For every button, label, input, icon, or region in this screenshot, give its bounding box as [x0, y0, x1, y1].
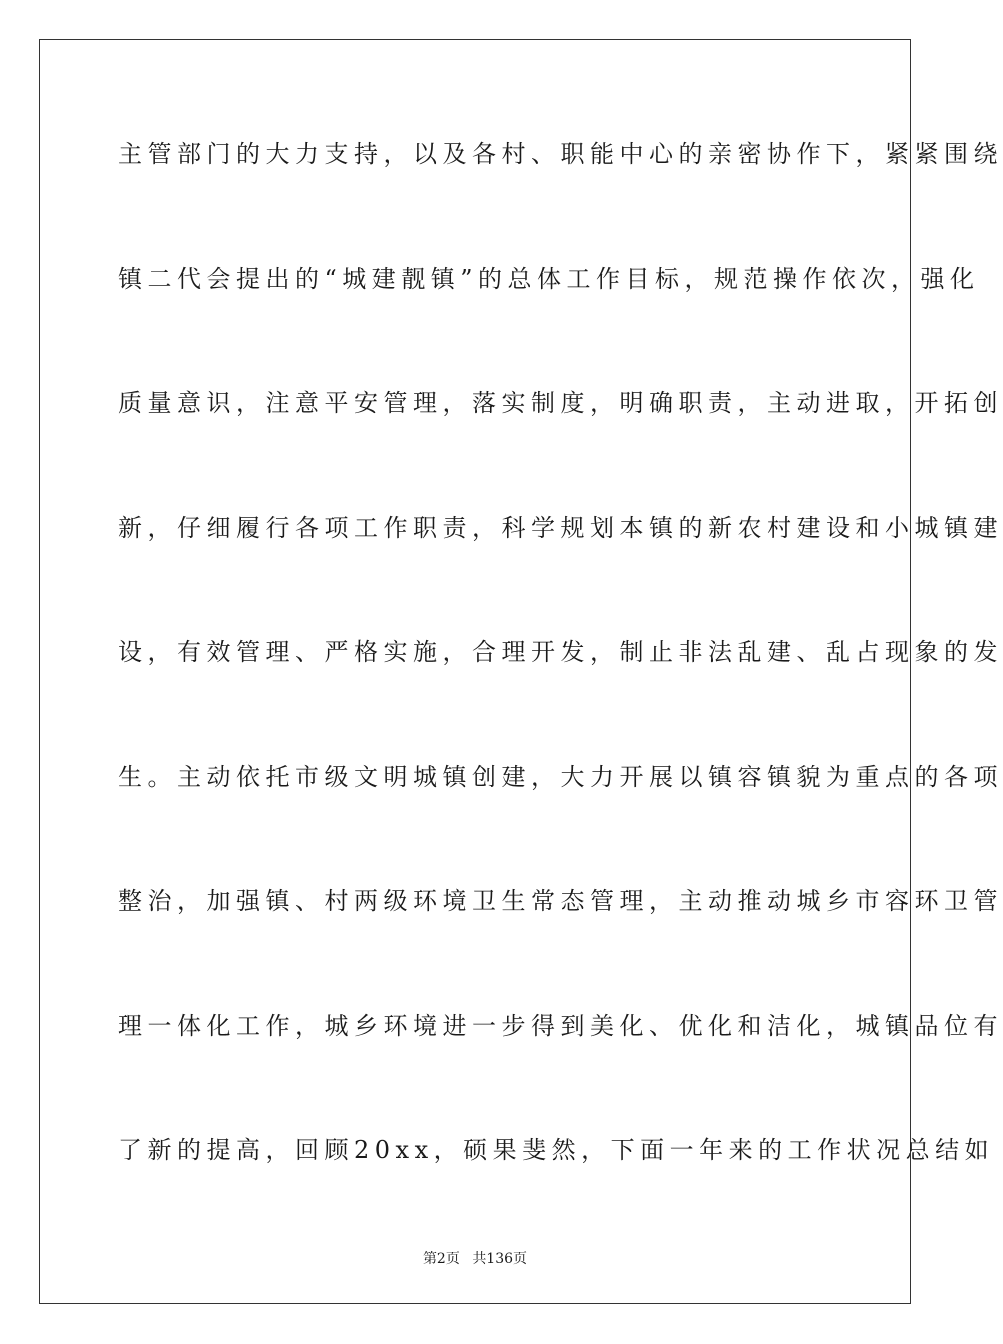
text-line: 理一体化工作，城乡环境进一步得到美化、优化和洁化，城镇品位有: [118, 1011, 1003, 1040]
text-line: 主管部门的大力支持，以及各村、职能中心的亲密协作下，紧紧围绕: [118, 140, 1003, 168]
text-line: 新，仔细履行各项工作职责，科学规划本镇的新农村建设和小城镇建: [118, 513, 1003, 542]
page-number: 第2页: [422, 1251, 460, 1267]
text-line: 设，有效管理、严格实施，合理开发，制止非法乱建、乱占现象的发: [118, 638, 1003, 666]
text-line: 整治，加强镇、村两级环境卫生常态管理，主动推动城乡市容环卫管: [118, 887, 1003, 915]
text-line: 质量意识，注意平安管理，落实制度，明确职责，主动进取，开拓创: [118, 389, 1003, 417]
text-line: 生。主动依托市级文明城镇创建，大力开展以镇容镇貌为重点的各项: [118, 762, 1003, 791]
document-body: [118, 130, 1003, 1251]
text-line: 了新的提高，回顾20xx，硕果斐然，下面一年来的工作状况总结如: [118, 1136, 995, 1164]
page-footer: [0, 1248, 950, 1268]
total-pages: 共136页: [472, 1251, 528, 1267]
text-line: 镇二代会提出的“城建靓镇”的总体工作目标，规范操作依次，强化: [118, 264, 980, 293]
